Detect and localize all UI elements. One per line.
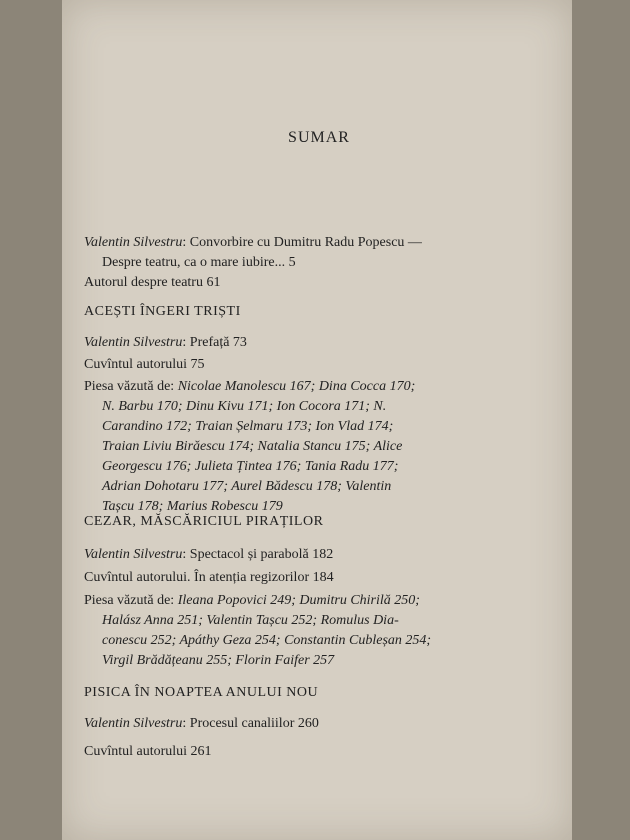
section-3-preface: Valentin Silvestru: Procesul canaliilor 260 [84, 716, 319, 731]
page-title: SUMAR [288, 129, 350, 146]
section-2-heading: CEZAR, MĂSCĂRICIUL PIRAȚILOR [84, 514, 324, 529]
section-1-reviews-3: Carandino 172; Traian Șelmaru 173; Ion Vlad 174; [102, 419, 394, 434]
intro-line-3: Autorul despre teatru 61 [84, 275, 221, 290]
section-1-reviews-1: Piesa văzută de: Nicolae Manolescu 167; Dina Cocca 170; [84, 379, 416, 394]
section-1-preface: Valentin Silvestru: Prefață 73 [84, 335, 247, 350]
author-name: Valentin Silvestru [84, 235, 183, 250]
section-1-author-word: Cuvîntul autorului 75 [84, 357, 205, 372]
intro-line-1: Valentin Silvestru: Convorbire cu Dumitru Radu Popescu — [84, 235, 422, 250]
section-2-preface: Valentin Silvestru: Spectacol și parabolă 182 [84, 547, 334, 562]
section-1-reviews-6: Adrian Dohotaru 177; Aurel Bădescu 178; Valentin [102, 479, 392, 494]
section-2-reviews-1: Piesa văzută de: Ileana Popovici 249; Dumitru Chirilă 250; [84, 593, 420, 608]
section-1-reviews-4: Traian Liviu Birăescu 174; Natalia Stancu 175; Alice [102, 439, 403, 454]
section-3-author-word: Cuvîntul autorului 261 [84, 744, 212, 759]
section-1-reviews-2: N. Barbu 170; Dinu Kivu 171; Ion Cocora 171; N. [102, 399, 387, 414]
section-3-heading: PISICA ÎN NOAPTEA ANULUI NOU [84, 685, 319, 700]
section-2-reviews-3: conescu 252; Apáthy Geza 254; Constantin Cubleșan 254; [102, 633, 432, 648]
section-1-reviews-5: Georgescu 176; Julieta Țintea 176; Tania Radu 177; [102, 459, 399, 474]
section-2-reviews-4: Virgil Brădățeanu 255; Florin Faifer 257 [102, 653, 335, 668]
book-page [62, 0, 572, 840]
section-1-heading: ACEȘTI ÎNGERI TRIȘTI [84, 304, 241, 319]
section-1-reviews-7: Tașcu 178; Marius Robescu 179 [102, 499, 283, 514]
section-2-reviews-2: Halász Anna 251; Valentin Tașcu 252; Romulus Dia- [102, 613, 399, 628]
intro-line-2: Despre teatru, ca o mare iubire... 5 [102, 255, 296, 270]
section-2-author-word: Cuvîntul autorului. În atenția regizorilor 184 [84, 570, 334, 585]
